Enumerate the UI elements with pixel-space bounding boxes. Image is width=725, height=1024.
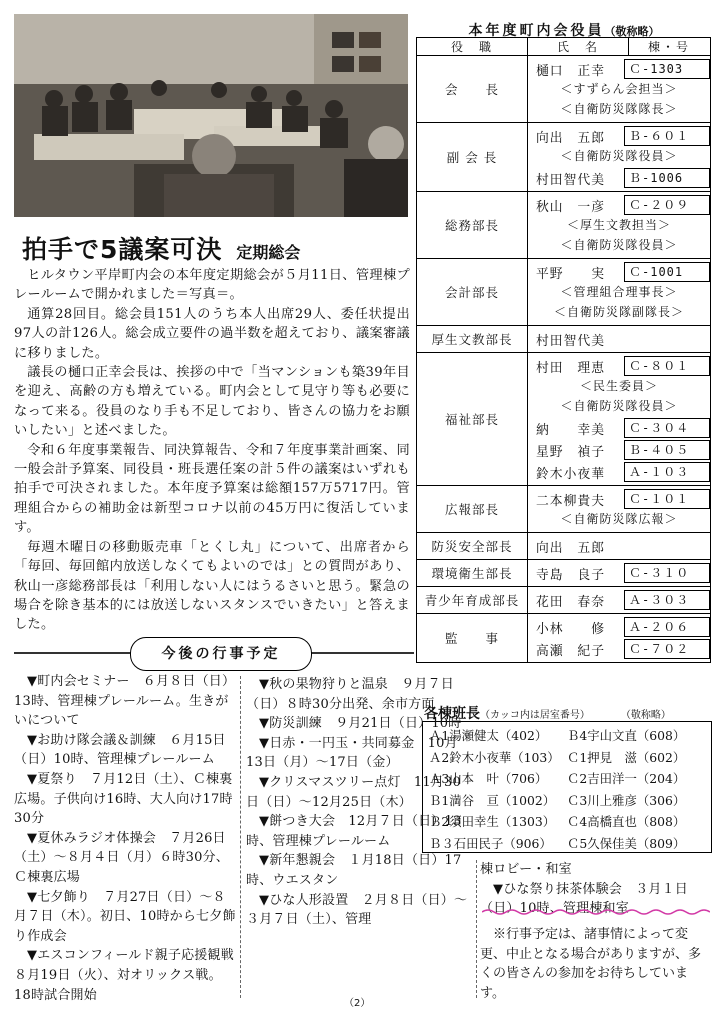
officers-header-row xyxy=(417,38,711,56)
article-paragraph: 議長の樋口正幸会長は、挨拶の中で「当マンションも築39年目を迎え、高齢の方も増えている。町内会として見守り等も必要になって来る。役員のなり手も不足しており、皆さんの協力をお願いしたい」と述べました。 xyxy=(14,365,410,439)
officer-name: 村田智代美 xyxy=(536,172,605,188)
header-name: 氏 名 xyxy=(556,40,599,54)
officer-entry xyxy=(528,439,710,461)
schedule-item: ▼クリスマスツリー点灯 11月30日（日）～12月25日（木） xyxy=(246,774,461,810)
schedule-item: ▼お助け隊会議＆訓練 ６月15日（日）10時、管理棟プレールーム xyxy=(14,732,226,768)
schedule-item: ▼ひな人形設置 ２月８日（日）～３月７日（土）、管理 xyxy=(246,892,468,928)
officer-duty: ＜自衛防災隊副隊長＞ xyxy=(553,305,684,319)
officer-names xyxy=(528,486,711,533)
officer-names xyxy=(528,259,711,326)
officers-table xyxy=(416,37,711,663)
leader-item: Ａ1湯瀬健太（402） xyxy=(429,728,548,743)
article-paragraph: 令和６年度事業報告、同決算報告、令和７年度事業計画案、同一般会計予算案、同役員・班長選任案の計５件の議案はいずれも拍手で可決されました。本年度予算案は総額157万5717円。管理組合からの補助金は新型コロナ以前の45万円に復活しています。 xyxy=(14,442,410,536)
officer-name: 二本柳貴夫 xyxy=(536,493,605,509)
header-role: 役 職 xyxy=(417,38,528,56)
leader-item: Ｂ2須田幸生（1303） xyxy=(429,814,556,829)
leaders-subtitle: （カッコ内は居室番号） xyxy=(480,710,590,721)
leader-item: Ｂ1満谷 亘（1002） xyxy=(429,792,556,808)
article-body xyxy=(14,266,410,635)
leader-item: Ｃ5久保佳美（809） xyxy=(567,835,686,851)
schedule-note: ※行事予定は、諸事情によって変更、中止となる場合がありますが、多くの皆さんの参加をお待ちしています。 xyxy=(480,927,702,1001)
officer-name: 村田 理恵 xyxy=(536,360,605,376)
officer-row xyxy=(417,560,711,587)
leader-item: Ｃ1押見 滋（602） xyxy=(567,749,686,765)
officer-names xyxy=(528,123,711,192)
officer-row xyxy=(417,614,711,663)
wave-divider xyxy=(482,908,710,916)
officer-duty: ＜すずらん会担当＞ xyxy=(560,82,678,96)
officer-role: 総務部長 xyxy=(417,192,528,259)
column-divider xyxy=(240,676,241,998)
schedule-item: ▼七夕飾り ７月27日（日）～８月７日（木）。初日、10時から七夕飾り作成会 xyxy=(14,889,236,944)
schedule-item: ▼町内会セミナー ６月８日（日）13時、管理棟プレールーム。生きがいについて xyxy=(14,674,236,729)
officers-body xyxy=(417,56,711,663)
officer-name: 向出 五郎 xyxy=(536,540,605,556)
officer-duty: ＜厚生文教担当＞ xyxy=(566,218,671,232)
officer-room: Ａ-１０３ xyxy=(624,462,710,482)
schedule-item: ▼夏休みラジオ体操会 ７月26日（土）～８月４日（月）６時30分、Ｃ棟裏広場 xyxy=(14,830,229,885)
meeting-photo xyxy=(14,14,408,217)
officer-duty: ＜自衛防災隊役員＞ xyxy=(560,399,678,413)
officer-entry xyxy=(528,417,710,439)
officer-row xyxy=(417,326,711,353)
officer-room: Ｃ-1303 xyxy=(624,59,710,79)
officer-room: Ｃ-１０１ xyxy=(624,489,710,509)
schedule-item: ▼秋の果物狩りと温泉 ９月７日（日）８時30分出発、余市方面 xyxy=(246,677,454,712)
officer-room: Ｃ-７０２ xyxy=(624,639,710,659)
leader-item: Ｃ3川上雅彦（306） xyxy=(567,792,686,808)
officer-names xyxy=(528,614,711,663)
officer-names xyxy=(528,533,711,560)
article-paragraph: ヒルタウン平岸町内会の本年度定期総会が５月11日、管理棟プレールームで開かれました＝写真＝。 xyxy=(14,268,410,303)
schedule-title: 今後の行事予定 xyxy=(130,637,312,671)
officer-names xyxy=(528,56,711,123)
officer-entry xyxy=(528,261,710,283)
schedule-column-2 xyxy=(246,675,474,930)
header-name-room xyxy=(528,38,711,56)
schedule-item: ▼ひな祭り抹茶体験会 ３月１日（日）10時、管理棟和室 xyxy=(480,881,688,917)
schedule-item-continued: 棟ロビー・和室 xyxy=(480,862,572,877)
officer-entry xyxy=(528,638,710,660)
officer-entry xyxy=(528,167,710,189)
officer-duty: ＜民生委員＞ xyxy=(579,379,658,393)
leader-item: Ｂ4宇山文直（608） xyxy=(567,728,686,743)
officer-row xyxy=(417,192,711,259)
officer-entry xyxy=(528,488,710,510)
officer-duty: ＜自衛防災隊役員＞ xyxy=(560,238,678,252)
officer-entry xyxy=(528,328,710,350)
officer-duty: ＜自衛防災隊隊長＞ xyxy=(560,102,678,116)
officer-row xyxy=(417,56,711,123)
officer-room: Ｃ-1001 xyxy=(624,262,710,282)
officer-names xyxy=(528,326,711,353)
officer-role: 防災安全部長 xyxy=(417,533,528,560)
officer-room: Ｂ-1006 xyxy=(624,168,710,188)
page-number: （2） xyxy=(344,998,371,1009)
officer-row xyxy=(417,259,711,326)
officer-entry xyxy=(528,194,710,216)
leader-item: Ａ3山本 叶（706） xyxy=(429,771,548,786)
schedule-item: ▼新年懇親会 １月18日（日）17時、ウエスタン xyxy=(246,853,462,888)
officer-room: Ａ-３０３ xyxy=(624,590,710,610)
officer-entry xyxy=(528,589,710,611)
officer-row xyxy=(417,123,711,192)
officer-role: 会 長 xyxy=(417,56,528,123)
officer-room: Ｃ-２０９ xyxy=(624,195,710,215)
leader-item: Ｃ2吉田洋一（204） xyxy=(567,771,686,786)
header-room: 棟・号 xyxy=(628,38,709,55)
officers-title-text: 本年度町内会役員 xyxy=(468,23,605,39)
officer-name: 向出 五郎 xyxy=(536,130,605,146)
officer-row xyxy=(417,587,711,614)
schedule-item: ▼エスコンフィールド親子応援観戦 ８月19日（火）、対オリックス戦。18時試合開始 xyxy=(14,948,248,1003)
officer-names xyxy=(528,192,711,259)
officer-name: 花田 春奈 xyxy=(536,594,605,610)
officer-name: 高瀬 紀子 xyxy=(536,643,605,659)
officer-name: 村田智代美 xyxy=(536,333,605,349)
officer-room: Ｂ-６０１ xyxy=(624,126,710,146)
officer-entry xyxy=(528,535,710,557)
officer-names xyxy=(528,560,711,587)
officer-role: 副 会 長 xyxy=(417,123,528,192)
column-divider xyxy=(476,860,477,998)
officer-room: Ｃ-８０１ xyxy=(624,356,710,376)
officer-duty: ＜自衛防災隊役員＞ xyxy=(560,149,678,163)
officer-room: Ｂ-４０５ xyxy=(624,440,710,460)
officer-entry xyxy=(528,125,710,147)
officer-entry xyxy=(528,58,710,80)
leader-item: Ａ2鈴木小夜華（103） xyxy=(429,749,560,765)
officer-entry xyxy=(528,355,710,377)
officer-name: 平野 実 xyxy=(536,266,605,282)
officer-row xyxy=(417,353,711,486)
leader-item: Ｂ３石田民子（906） xyxy=(429,835,552,851)
leader-item: Ｃ4高橋直也（808） xyxy=(567,814,686,829)
headline xyxy=(22,230,300,266)
officer-entry xyxy=(528,461,710,483)
officer-duty: ＜管理組合理事長＞ xyxy=(560,285,678,299)
officer-names xyxy=(528,587,711,614)
officer-role: 青少年育成部長 xyxy=(417,587,528,614)
officer-name: 鈴木小夜華 xyxy=(536,466,605,482)
headline-sub: 定期総会 xyxy=(236,243,301,262)
officer-room: Ｃ-３１０ xyxy=(624,563,710,583)
officer-room: Ａ-２０６ xyxy=(624,617,710,637)
officer-entry xyxy=(528,616,710,638)
article-paragraph: 毎週木曜日の移動販売車「とくし丸」について、出席者から「毎回、毎回館内放送しなくてもよいのでは」との質問があり、秋山一彦総務部長は「利用しない人にはうるさいと思う。緊急の場合を除き基本的には放送しないスタンスでいきたい」と答えました。 xyxy=(14,539,410,633)
officer-entry xyxy=(528,562,710,584)
officer-role: 厚生文教部長 xyxy=(417,326,528,353)
leaders-note: （敬称略） xyxy=(625,710,671,721)
officer-role: 広報部長 xyxy=(417,486,528,533)
officer-room: Ｃ-３０４ xyxy=(624,418,710,438)
officer-row xyxy=(417,533,711,560)
officer-name: 納 幸美 xyxy=(536,422,605,438)
officer-role: 監 事 xyxy=(417,614,528,663)
officer-row xyxy=(417,486,711,533)
officer-name: 星野 禎子 xyxy=(536,444,605,460)
officer-name: 寺島 良子 xyxy=(536,567,605,583)
officer-duty: ＜自衛防災隊広報＞ xyxy=(560,512,678,526)
officer-role: 福祉部長 xyxy=(417,353,528,486)
headline-main: 拍手で5議案可決 xyxy=(22,235,223,264)
officer-name: 樋口 正幸 xyxy=(536,63,605,79)
officer-name: 秋山 一彦 xyxy=(536,199,605,215)
schedule-column-1 xyxy=(14,672,248,1005)
schedule-item: ▼日赤・一円玉・共同募金 10月13日（月）～17日（金） xyxy=(246,735,458,771)
officer-name: 小林 修 xyxy=(536,621,605,637)
officer-names xyxy=(528,353,711,486)
schedule-item: ▼防災訓練 ９月21日（日）10時 xyxy=(259,716,462,732)
schedule-item: ▼餅つき大会 12月７日（日）13時、管理棟プレールーム xyxy=(246,814,462,849)
officer-role: 環境衛生部長 xyxy=(417,560,528,587)
leaders-title-text: 各棟班長 xyxy=(424,706,480,722)
article-paragraph: 通算28回目。総会員151人のうち本人出席29人、委任状提出97人の計126人。総会成立要件の過半数を超えており、議案審議に移りました。 xyxy=(14,306,410,361)
officers-note: （敬称略） xyxy=(604,25,660,38)
schedule-item: ▼夏祭り ７月12日（土）、Ｃ棟裏広場。子供向け16時、大人向け17時30分 xyxy=(14,771,233,827)
officer-role: 会計部長 xyxy=(417,259,528,326)
